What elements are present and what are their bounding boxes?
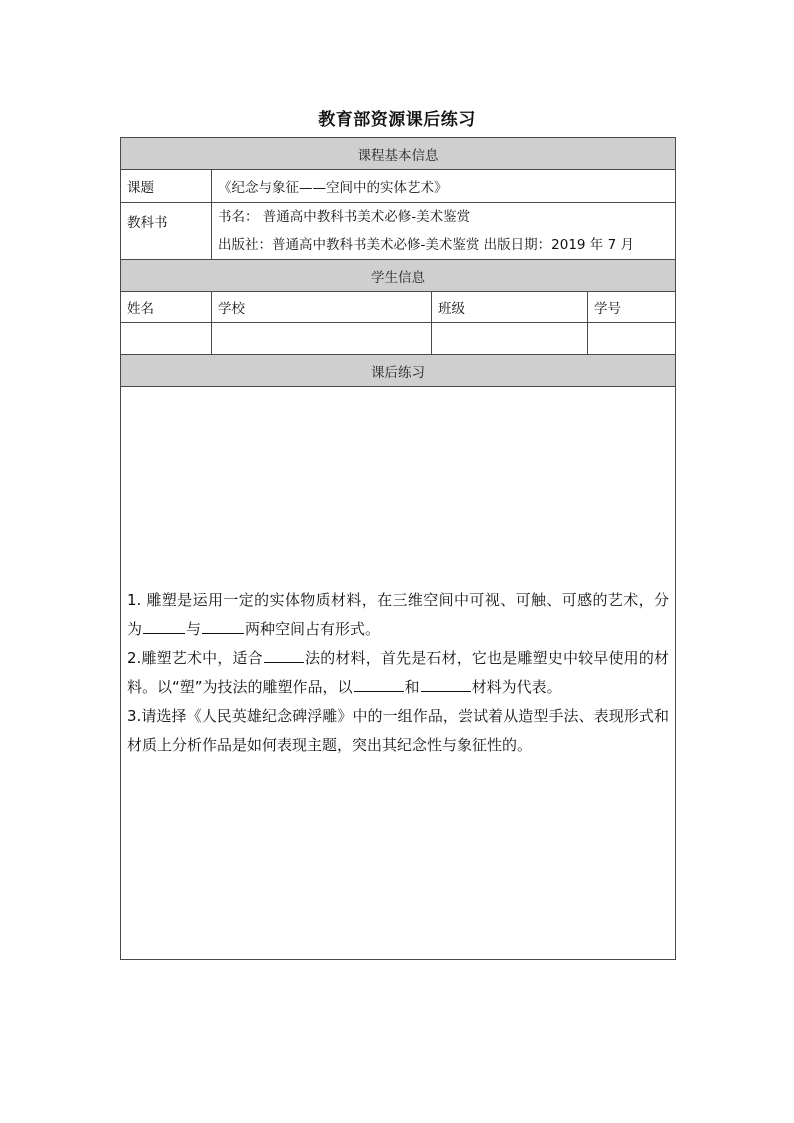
topic-row (121, 170, 676, 203)
student-class-field[interactable] (432, 323, 588, 355)
textbook-label: 教科书 (121, 203, 212, 260)
textbook-details (212, 203, 676, 260)
student-number-label: 学号 (588, 292, 676, 323)
answer-blank[interactable] (421, 673, 471, 692)
document-title: 教育部资源课后练习 (318, 110, 476, 130)
exercise-header-row (121, 355, 676, 387)
student-columns-row (121, 292, 676, 323)
publisher-line: 出版社：普通高中教科书美术必修-美术鉴赏 出版日期：2019 年 7 月 (218, 237, 634, 253)
student-name-field[interactable] (121, 323, 212, 355)
student-number-field[interactable] (588, 323, 676, 355)
student-entry-row (121, 323, 676, 355)
exercise-sheet-table (120, 137, 676, 960)
answer-blank[interactable] (354, 673, 404, 692)
student-class-label: 班级 (432, 292, 588, 323)
student-school-label: 学校 (212, 292, 432, 323)
question-2: 2.雕塑艺术中，适合 法的材料，首先是石材，它也是雕塑史中较早使用的材料。以“塑”为技法的雕塑作品，以 和 材料为代表。 (127, 644, 669, 702)
course-info-header-row (121, 138, 676, 170)
exercise-header: 课后练习 (121, 355, 676, 387)
answer-blank[interactable] (202, 615, 244, 634)
topic-value: 《纪念与象征——空间中的实体艺术》 (212, 170, 676, 203)
student-info-header: 学生信息 (121, 260, 676, 292)
exercise-content (121, 387, 676, 960)
question-3: 3.请选择《人民英雄纪念碑浮雕》中的一组作品，尝试着从造型手法、表现形式和材质上分析作品是如何表现主题，突出其纪念性与象征性的。 (127, 707, 669, 754)
question-1: 1. 雕塑是运用一定的实体物质材料，在三维空间中可视、可触、可感的艺术，分为 与 两种空间占有形式。 (127, 591, 669, 638)
exercise-body-row (121, 387, 676, 960)
answer-blank[interactable] (143, 615, 185, 634)
course-info-header: 课程基本信息 (121, 138, 676, 170)
book-name-line: 书名： 普通高中教科书美术必修-美术鉴赏 (218, 209, 471, 225)
student-name-label: 姓名 (121, 292, 212, 323)
student-info-header-row (121, 260, 676, 292)
student-school-field[interactable] (212, 323, 432, 355)
answer-blank[interactable] (264, 644, 304, 663)
textbook-row (121, 203, 676, 260)
topic-label: 课题 (121, 170, 212, 203)
